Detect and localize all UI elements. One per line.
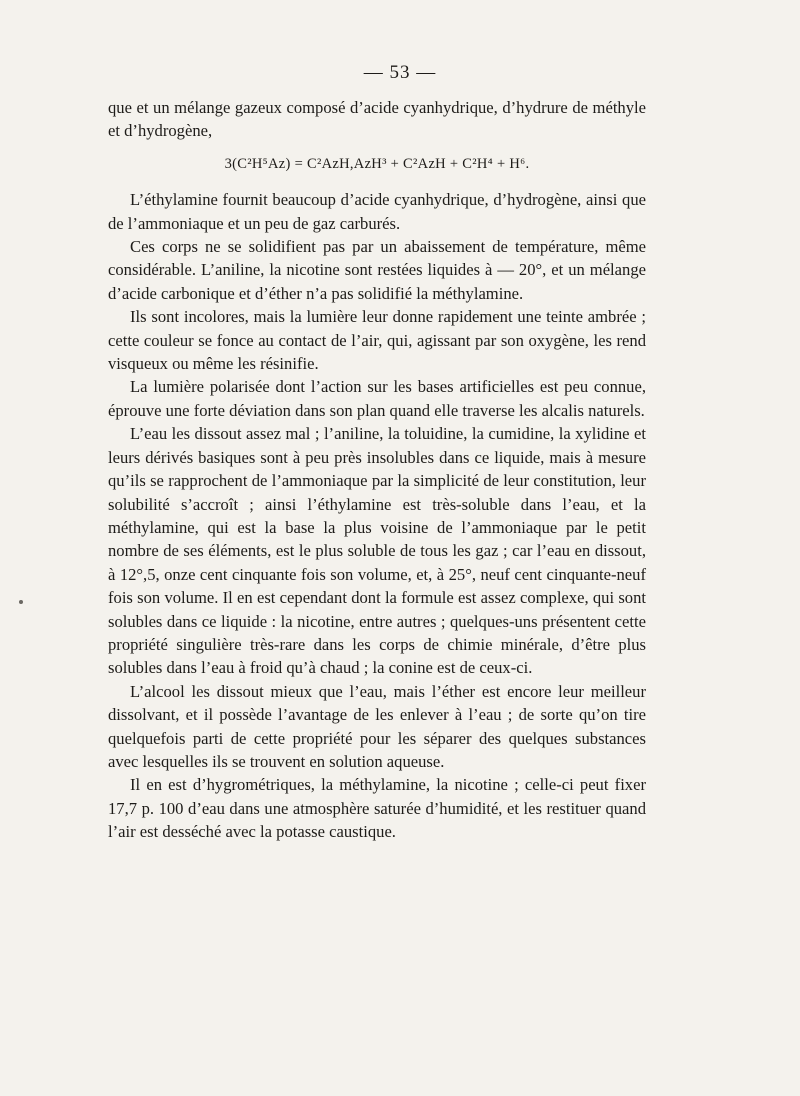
paragraph: L’eau les dissout assez mal ; l’aniline, la toluidine, la cumidine, la xylidine et leurs dérivés basiques sont à peu près insolubles dans ce liquide, mais à mesure qu’ils se rapprochent de l’ammoniaque par la simplicité de leur constitution, leur solubilité s’accroît ; ainsi l’éthylamine est très-soluble dans l’eau, et la méthylamine, qui est la base la plus voisine de l’ammoniaque par le petit nombre de ses éléments, est le plus soluble de tous les gaz ; car l’eau en dissout, à 12°,5, onze cent cinquante fois son volume, et, à 25°, neuf cent cinquante-neuf fois son volume. Il en est cependant dont la formule est assez complexe, qui sont solubles dans ce liquide : la nicotine, entre autres ; quelques-uns présentent cette propriété singulière très-rare dans les corps de chimie minérale, d’être plus solubles dans l’eau à froid qu’à chaud ; la conine est de ceux-ci. [108,424,646,678]
paragraph: Il en est d’hygrométriques, la méthylamine, la nicotine ; celle-ci peut fixer 17,7 p. 100 d’eau dans une atmosphère saturée d’humidité, et les restituer quand l’air est desséché avec la potasse caustique. [108,775,646,842]
chemical-formula: 3(C²H⁵Az) = C²AzH,AzH³ + C²AzH + C²H⁴ + H⁶. [224,155,530,172]
paragraph-continuation: que et un mélange gazeux composé d’acide cyanhydrique, d’hydrure de méthyle et d’hydrogène, [108,98,646,141]
margin-speck [19,600,23,604]
page-number: — 53 — [363,62,437,83]
paragraph: Ils sont incolores, mais la lumière leur donne rapidement une teinte ambrée ; cette couleur se fonce au contact de l’air, qui, agissant par son oxygène, les rend visqueux ou même les résinifie. [108,307,646,374]
paragraph: La lumière polarisée dont l’action sur les bases artificielles est peu connue, éprouve une forte déviation dans son plan quand elle traverse les alcalis naturels. [108,377,646,420]
paragraph: L’alcool les dissout mieux que l’eau, mais l’éther est encore leur meilleur dissolvant, et il possède l’avantage de les enlever à l’eau ; de sorte qu’on tire quelquefois parti de cette propriété pour les séparer des quelques substances avec lesquelles ils se trouvent en solution aqueuse. [108,681,646,771]
body-text [108,96,646,844]
paragraph: Ces corps ne se solidifient pas par un abaissement de température, même considérable. L’aniline, la nicotine sont restées liquides à — 20°, et un mélange d’acide carbonique et d’éther n’a pas solidifié la méthylamine. [108,237,646,303]
paragraph: L’éthylamine fournit beaucoup d’acide cyanhydrique, d’hydrogène, ainsi que de l’ammoniaque et un peu de gaz carburés. [108,190,646,233]
